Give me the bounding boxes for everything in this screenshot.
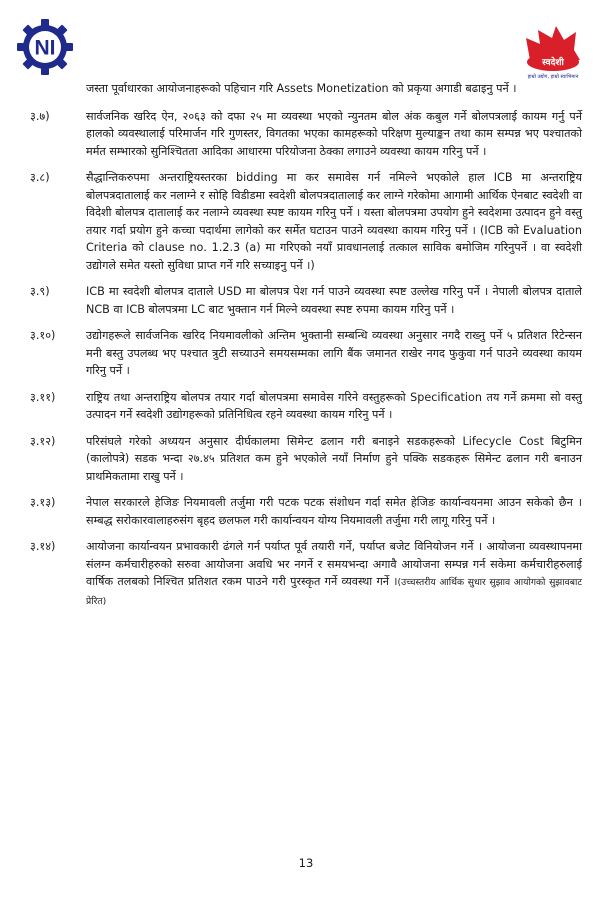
list-item <box>30 494 582 529</box>
item-number: ३.७) <box>30 109 50 123</box>
item-number: ३.९) <box>30 285 50 298</box>
item-number: ३.१२) <box>30 434 56 448</box>
list-item <box>30 169 582 274</box>
item-text: सार्वजनिक खरिद ऐन, २०६३ को दफा २५ मा व्यवस्था भएको न्युनतम बोल अंक कबुल गर्ने बोलपत्रलाई कायम गर्नु पर्ने हालको व्यवस्थालाई परिमार्जन गरि गुणस्तर, विगतका भएका कामहरूको परिक्षण मुल्याङ्कन तथा काम सम्पन्न भए पश्चातको मर्मत सम्भारको सुनिश्चितता आदिका आधारमा परियोजना ठेक्का लगाउने व्यवस्था कायम गरिनु पर्ने । <box>86 109 582 158</box>
list-item <box>30 327 582 380</box>
item-text: उद्योगहरूले सार्वजनिक खरिद नियमावलीको अन्तिम भुक्तानी सम्बन्धि व्यवस्था अनुसार नगदै राख्नु पर्ने ५ प्रतिशत रिटेन्सन मनी बस्तु उपलब्ध भए पश्चात त्रुटी सच्याउने समयसम्मका लागि बैंक जमानत राखेर नगद फुकुवा गर्न पाउने व्यवस्था कायम गरिनु पर्ने । <box>86 329 582 377</box>
item-text: नेपाल सरकारले हेजिङ नियमावली तर्जुमा गरी पटक पटक संशोधन गर्दा समेत हेजिङ कार्यान्वयनमा आउन सकेको छैन । सम्बद्ध सरोकारवालाहरुसंग बृहद छलफल गरी कार्यान्वयन योग्य नियमावली तर्जुमा गरी लागू गरिनु पर्ने । <box>86 496 582 527</box>
item-number: ३.८) <box>30 171 50 184</box>
item-text: आयोजना कार्यान्वयन प्रभावकारी ढंगले गर्न पर्याप्त पूर्व तयारी गर्ने, पर्याप्त बजेट विनियोजन गर्ने । आयोजना व्यवस्थापनमा संलग्न कर्मचारीहरुको सरुवा आयोजना अवधि भर नगर्ने र समयभन्दा अगावै आयोजना सम्पन्न गर्न सकेमा कर्मचारीहरुलाई वार्षिक तलबको निश्चित प्रतिशत रकम पाउने गरी पुरस्कृत गर्ने व्यवस्था गर्ने । <box>86 540 582 588</box>
logo-wordmark: स्वदेशी <box>542 58 564 68</box>
list-item <box>30 538 582 610</box>
item-text: ICB मा स्वदेशी बोलपत्र दाताले USD मा बोलपत्र पेश गर्न पाउने व्यवस्था स्पष्ट उल्लेख गरिनु पर्ने । नेपाली बोलपत्र दाताले NCB वा ICB बोलपत्रमा LC बाट भुक्तान गर्न मिल्ने व्यवस्था स्पष्ट रुपमा कायम गरिनु पर्ने । <box>86 285 582 316</box>
item-number: ३.१०) <box>30 329 56 342</box>
item-source-note: (उच्चस्तरीय आर्थिक सुधार सुझाव आयोगको सुझावबाट प्रेरित) <box>86 577 582 607</box>
list-item <box>30 389 582 424</box>
logo-tagline: हाम्रो उद्योग, हाम्रो स्वाभिमान <box>527 74 579 80</box>
intro-paragraph: जस्ता पूर्वाधारका आयोजनाहरूको पहिचान गरि Assets Monetization को प्रकृया अगाडी बढाइनु पर्ने । <box>86 82 517 95</box>
list-item <box>30 433 582 486</box>
item-number: ३.१४) <box>30 540 56 553</box>
item-text-wrapper <box>86 538 582 610</box>
gear-icon <box>14 16 76 78</box>
logo-text: NI <box>34 36 56 60</box>
item-text: सैद्धान्तिकरुपमा अन्तराष्ट्रियस्तरका bidding मा कर समावेस गर्न नमिल्ने भएकोले हाल ICB मा अन्तराष्ट्रिय बोलपत्रदातालाई कर नलाग्ने र सोहि विडीडमा स्वदेशी बोलपत्रदातालाई कर लाग्ने गरेकोमा आगामी आर्थिक ऐनबाट स्वदेशी वा विदेशी बोलपत्र दातालाई कर नलाग्ने व्यवस्था स्पष्ट कायम गरिनु पर्ने । यस्ता बोलपत्रमा उपयोग हुने स्वदेशमा उत्पादन हुने वस्तु तयार गर्दा प्रयोग हुने कच्चा पदार्थमा लागेको कर सर्मेत घटाउन पाउने व्यवस्था कायम गरिनु पर्ने । (ICB को Evaluation Criteria को clause no. 1.2.3 (a) मा गरिएको नयाँ प्रावधानलाई तत्काल साविक बमोजिम गरिनुपर्ने । वा स्वदेशी उद्योगले समेत यस्तो सुविधा प्राप्त गर्ने गरि सच्याइनु पर्ने ।) <box>86 171 582 272</box>
nepal-industries-logo <box>14 16 76 78</box>
document-body <box>30 80 582 619</box>
item-number: ३.११) <box>30 390 56 404</box>
swadeshi-logo <box>518 20 588 82</box>
item-text: राष्ट्रिय तथा अन्तराष्ट्रिय बोलपत्र तयार गर्दा बोलपत्रमा समावेस गरिने वस्तुहरूको Specification तय गर्ने क्रममा सो वस्तु उत्पादन गर्ने स्वदेशी उद्योगहरूको प्रतिनिधित्व रहने व्यवस्था कायम गरिनु पर्ने । <box>86 390 582 421</box>
list-item <box>30 283 582 318</box>
item-text: परिसंघले गरेको अध्ययन अनुसार दीर्घकालमा सिमेन्ट ढलान गरी बनाइने सडकहरूको Lifecycle Cost बिटुमिन (कालोपत्रे) सडक भन्दा २७.४५ प्रतिशत कम हुने भएकोले नयाँ निर्माण हुने पक्कि सडकहरू सिमेन्ट ढलान गरी बनाउन प्राथमिकतामा राखु पर्ने । <box>86 434 582 483</box>
page-number: 13 <box>298 856 314 870</box>
item-number: ३.१३) <box>30 496 56 509</box>
list-item <box>30 108 582 161</box>
